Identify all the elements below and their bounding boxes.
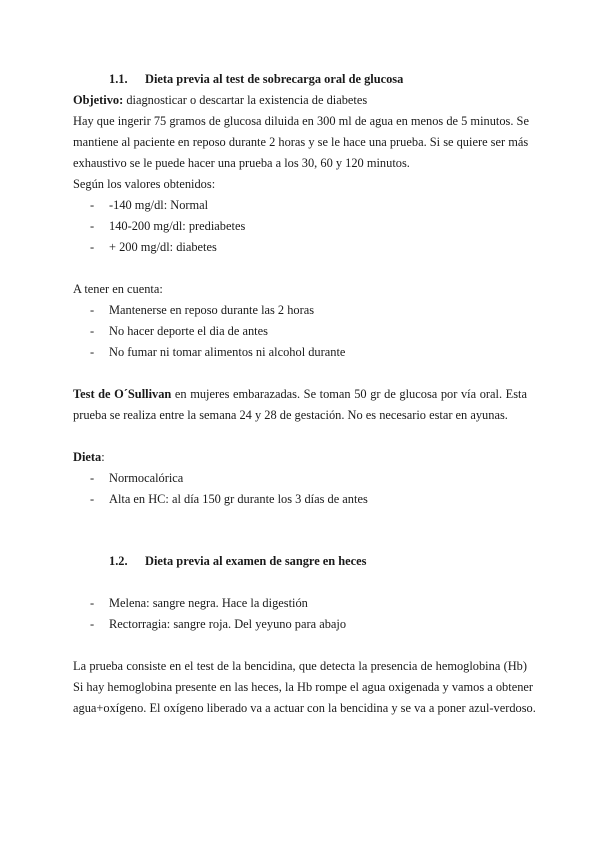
- diet-heading: [73, 447, 527, 468]
- diet-colon: :: [101, 450, 105, 464]
- bullet-dash: -: [90, 492, 95, 506]
- list-item-text: Alta en HC: al día 150 gr durante los 3 días de antes: [109, 492, 368, 506]
- list-item-text: Normocalórica: [109, 471, 184, 485]
- list-item: [90, 342, 345, 363]
- section-number: 1.2.: [109, 554, 128, 568]
- list-item: [90, 614, 346, 635]
- objective-text: diagnosticar o descartar la existencia de diabetes: [123, 93, 368, 107]
- bullet-dash: -: [90, 617, 95, 631]
- osullivan-text: en mujeres embarazadas. Se toman 50 gr de glucosa por vía oral. Esta: [171, 387, 527, 401]
- list-item-text: No hacer deporte el dia de antes: [109, 324, 268, 338]
- list-item: [90, 593, 308, 614]
- notes-intro: A tener en cuenta:: [73, 282, 163, 296]
- list-item-text: Rectorragia: sangre roja. Del yeyuno para abajo: [109, 617, 347, 631]
- list-item: [90, 468, 183, 489]
- list-item: [90, 321, 268, 342]
- list-item: [90, 489, 368, 510]
- section-heading-1-2: [109, 551, 367, 572]
- list-item: [90, 237, 217, 258]
- list-item-text: 140-200 mg/dl: prediabetes: [109, 219, 246, 233]
- bullet-dash: -: [90, 324, 95, 338]
- list-item-text: Mantenerse en reposo durante las 2 horas: [109, 303, 315, 317]
- bullet-dash: -: [90, 471, 95, 485]
- osullivan-line: prueba se realiza entre la semana 24 y 28 de gestación. No es necesario estar en ayunas.: [73, 408, 508, 422]
- section-title: Dieta previa al test de sobrecarga oral de glucosa: [145, 72, 404, 86]
- list-item-text: No fumar ni tomar alimentos ni alcohol durante: [109, 345, 346, 359]
- bullet-dash: -: [90, 219, 95, 233]
- bullet-dash: -: [90, 345, 95, 359]
- list-item: [90, 216, 245, 237]
- list-item-text: -140 mg/dl: Normal: [109, 198, 209, 212]
- list-item-text: Melena: sangre negra. Hace la digestión: [109, 596, 308, 610]
- section-heading-1-1: [109, 69, 403, 90]
- diet-label: Dieta: [73, 450, 102, 464]
- bullet-dash: -: [90, 303, 95, 317]
- paragraph-line: mantiene al paciente en reposo durante 2 horas y se le hace una prueba. Si se quiere ser más: [73, 135, 529, 149]
- osullivan-label: Test de O´Sullivan: [73, 387, 172, 401]
- objective-line: [73, 90, 527, 111]
- values-intro: Según los valores obtenidos:: [73, 177, 216, 191]
- bullet-dash: -: [90, 240, 95, 254]
- paragraph-line: agua+oxígeno. El oxígeno liberado va a actuar con la bencidina y se va a poner azul-verdoso.: [73, 701, 536, 715]
- paragraph-line: exhaustivo se le puede hacer una prueba a los 30, 60 y 120 minutos.: [73, 156, 410, 170]
- osullivan-line: [73, 384, 527, 405]
- bullet-dash: -: [90, 198, 95, 212]
- list-item-text: + 200 mg/dl: diabetes: [109, 240, 217, 254]
- paragraph-line: Si hay hemoglobina presente en las heces, la Hb rompe el agua oxigenada y vamos a obtener: [73, 680, 534, 694]
- objective-label: Objetivo:: [73, 93, 124, 107]
- paragraph-line: Hay que ingerir 75 gramos de glucosa diluida en 300 ml de agua en menos de 5 minutos. Se: [73, 114, 529, 128]
- list-item: [90, 300, 314, 321]
- section-number: 1.1.: [109, 72, 128, 86]
- bullet-dash: -: [90, 596, 95, 610]
- section-title: Dieta previa al examen de sangre en heces: [145, 554, 367, 568]
- list-item: [90, 195, 208, 216]
- paragraph-line: La prueba consiste en el test de la bencidina, que detecta la presencia de hemoglobina (Hb): [73, 659, 527, 673]
